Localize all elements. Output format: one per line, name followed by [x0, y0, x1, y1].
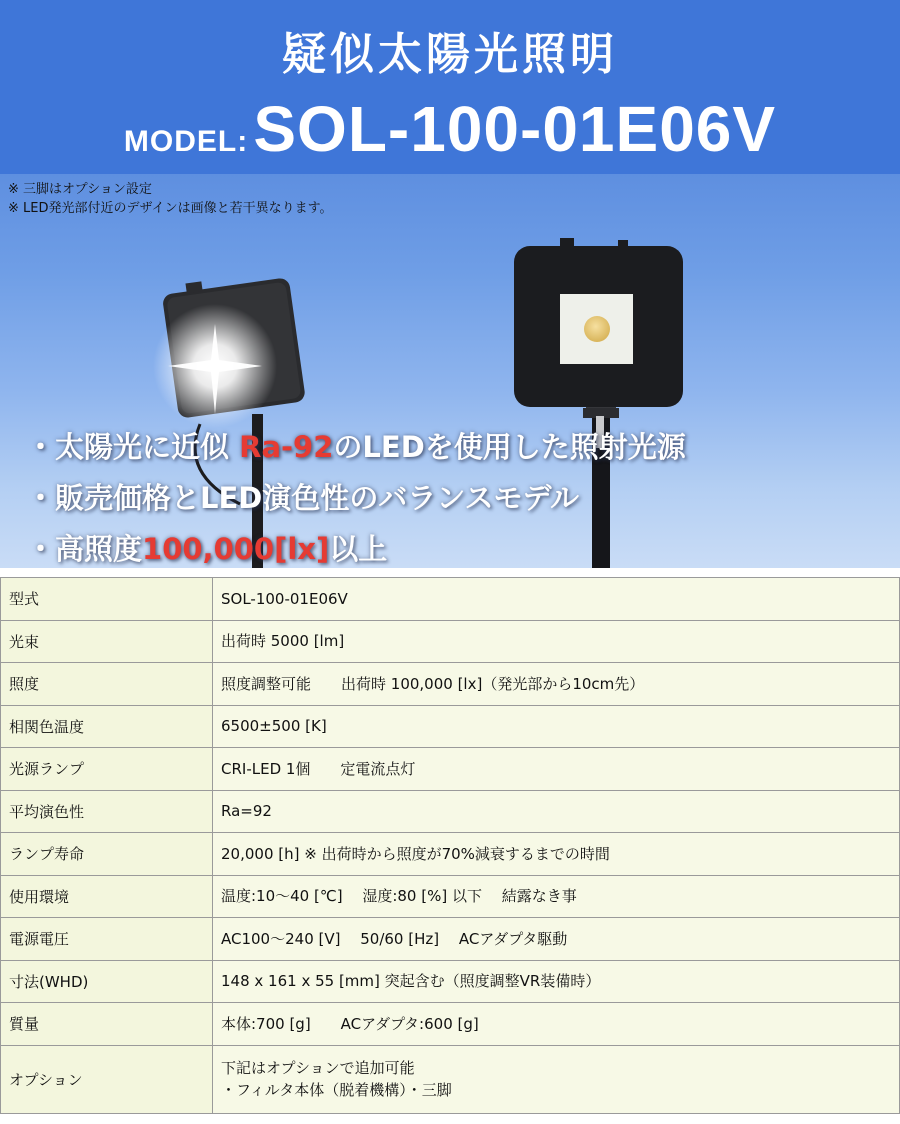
spec-label: 相関色温度: [1, 705, 213, 748]
note-tripod: ※ 三脚はオプション設定: [8, 182, 152, 197]
model-code: SOL-100-01E06V: [253, 93, 777, 165]
table-row: [1, 1003, 900, 1046]
spec-label: 使用環境: [1, 875, 213, 918]
spec-label: オプション: [1, 1045, 213, 1113]
spec-label: 照度: [1, 663, 213, 706]
spec-value: 照度調整可能 出荷時 100,000 [lx]（発光部から10cm先）: [213, 663, 900, 706]
spec-label: 平均演色性: [1, 790, 213, 833]
model-prefix: MODEL:: [123, 125, 249, 158]
spec-value: 出荷時 5000 [lm]: [213, 620, 900, 663]
spec-value: AC100～240 [V] 50/60 [Hz] ACアダプタ駆動: [213, 918, 900, 961]
table-row: [1, 875, 900, 918]
spec-value: 6500±500 [K]: [213, 705, 900, 748]
spec-label: 型式: [1, 578, 213, 621]
table-row: [1, 705, 900, 748]
spec-label: 光源ランプ: [1, 748, 213, 791]
header-banner: [0, 0, 900, 174]
feature-list: [26, 422, 686, 568]
spec-value: 148 x 161 x 55 [mm] 突起含む（照度調整VR装備時）: [213, 960, 900, 1003]
spec-label: 光束: [1, 620, 213, 663]
table-row: [1, 578, 900, 621]
table-row: [1, 960, 900, 1003]
note-design: ※ LED発光部付近のデザインは画像と若干異なります。: [8, 201, 333, 216]
feature-item: ・太陽光に近似 Ra-92のLEDを使用した照射光源: [26, 430, 686, 464]
spec-label: 質量: [1, 1003, 213, 1046]
product-photo: [0, 174, 900, 568]
spec-value: 20,000 [h] ※ 出荷時から照度が70%減衰するまでの時間: [213, 833, 900, 876]
table-row: [1, 790, 900, 833]
lamp-right: [514, 238, 683, 407]
table-row: [1, 663, 900, 706]
spec-value: 下記はオプションで追加可能 ・フィルタ本体（脱着機構）・三脚: [213, 1045, 900, 1113]
spec-label: 電源電圧: [1, 918, 213, 961]
spec-table: [0, 577, 900, 1114]
table-row: [1, 918, 900, 961]
spec-value: 本体:700 [g] ACアダプタ:600 [g]: [213, 1003, 900, 1046]
spec-value: CRI-LED 1個 定電流点灯: [213, 748, 900, 791]
feature-item: ・販売価格とLED演色性のバランスモデル: [26, 481, 580, 515]
product-title: 疑似太陽光照明: [282, 29, 618, 80]
feature-item: ・高照度100,000[lx]以上: [26, 532, 388, 566]
spec-value: 温度:10～40 [℃] 湿度:80 [%] 以下 結露なき事: [213, 875, 900, 918]
spec-label: ランプ寿命: [1, 833, 213, 876]
spec-value: Ra=92: [213, 790, 900, 833]
model-line: [0, 92, 900, 166]
spec-value: SOL-100-01E06V: [213, 578, 900, 621]
notes: [8, 180, 333, 218]
table-row: [1, 833, 900, 876]
spec-label: 寸法(WHD): [1, 960, 213, 1003]
table-row: [1, 620, 900, 663]
table-row: [1, 748, 900, 791]
table-row: [1, 1045, 900, 1113]
